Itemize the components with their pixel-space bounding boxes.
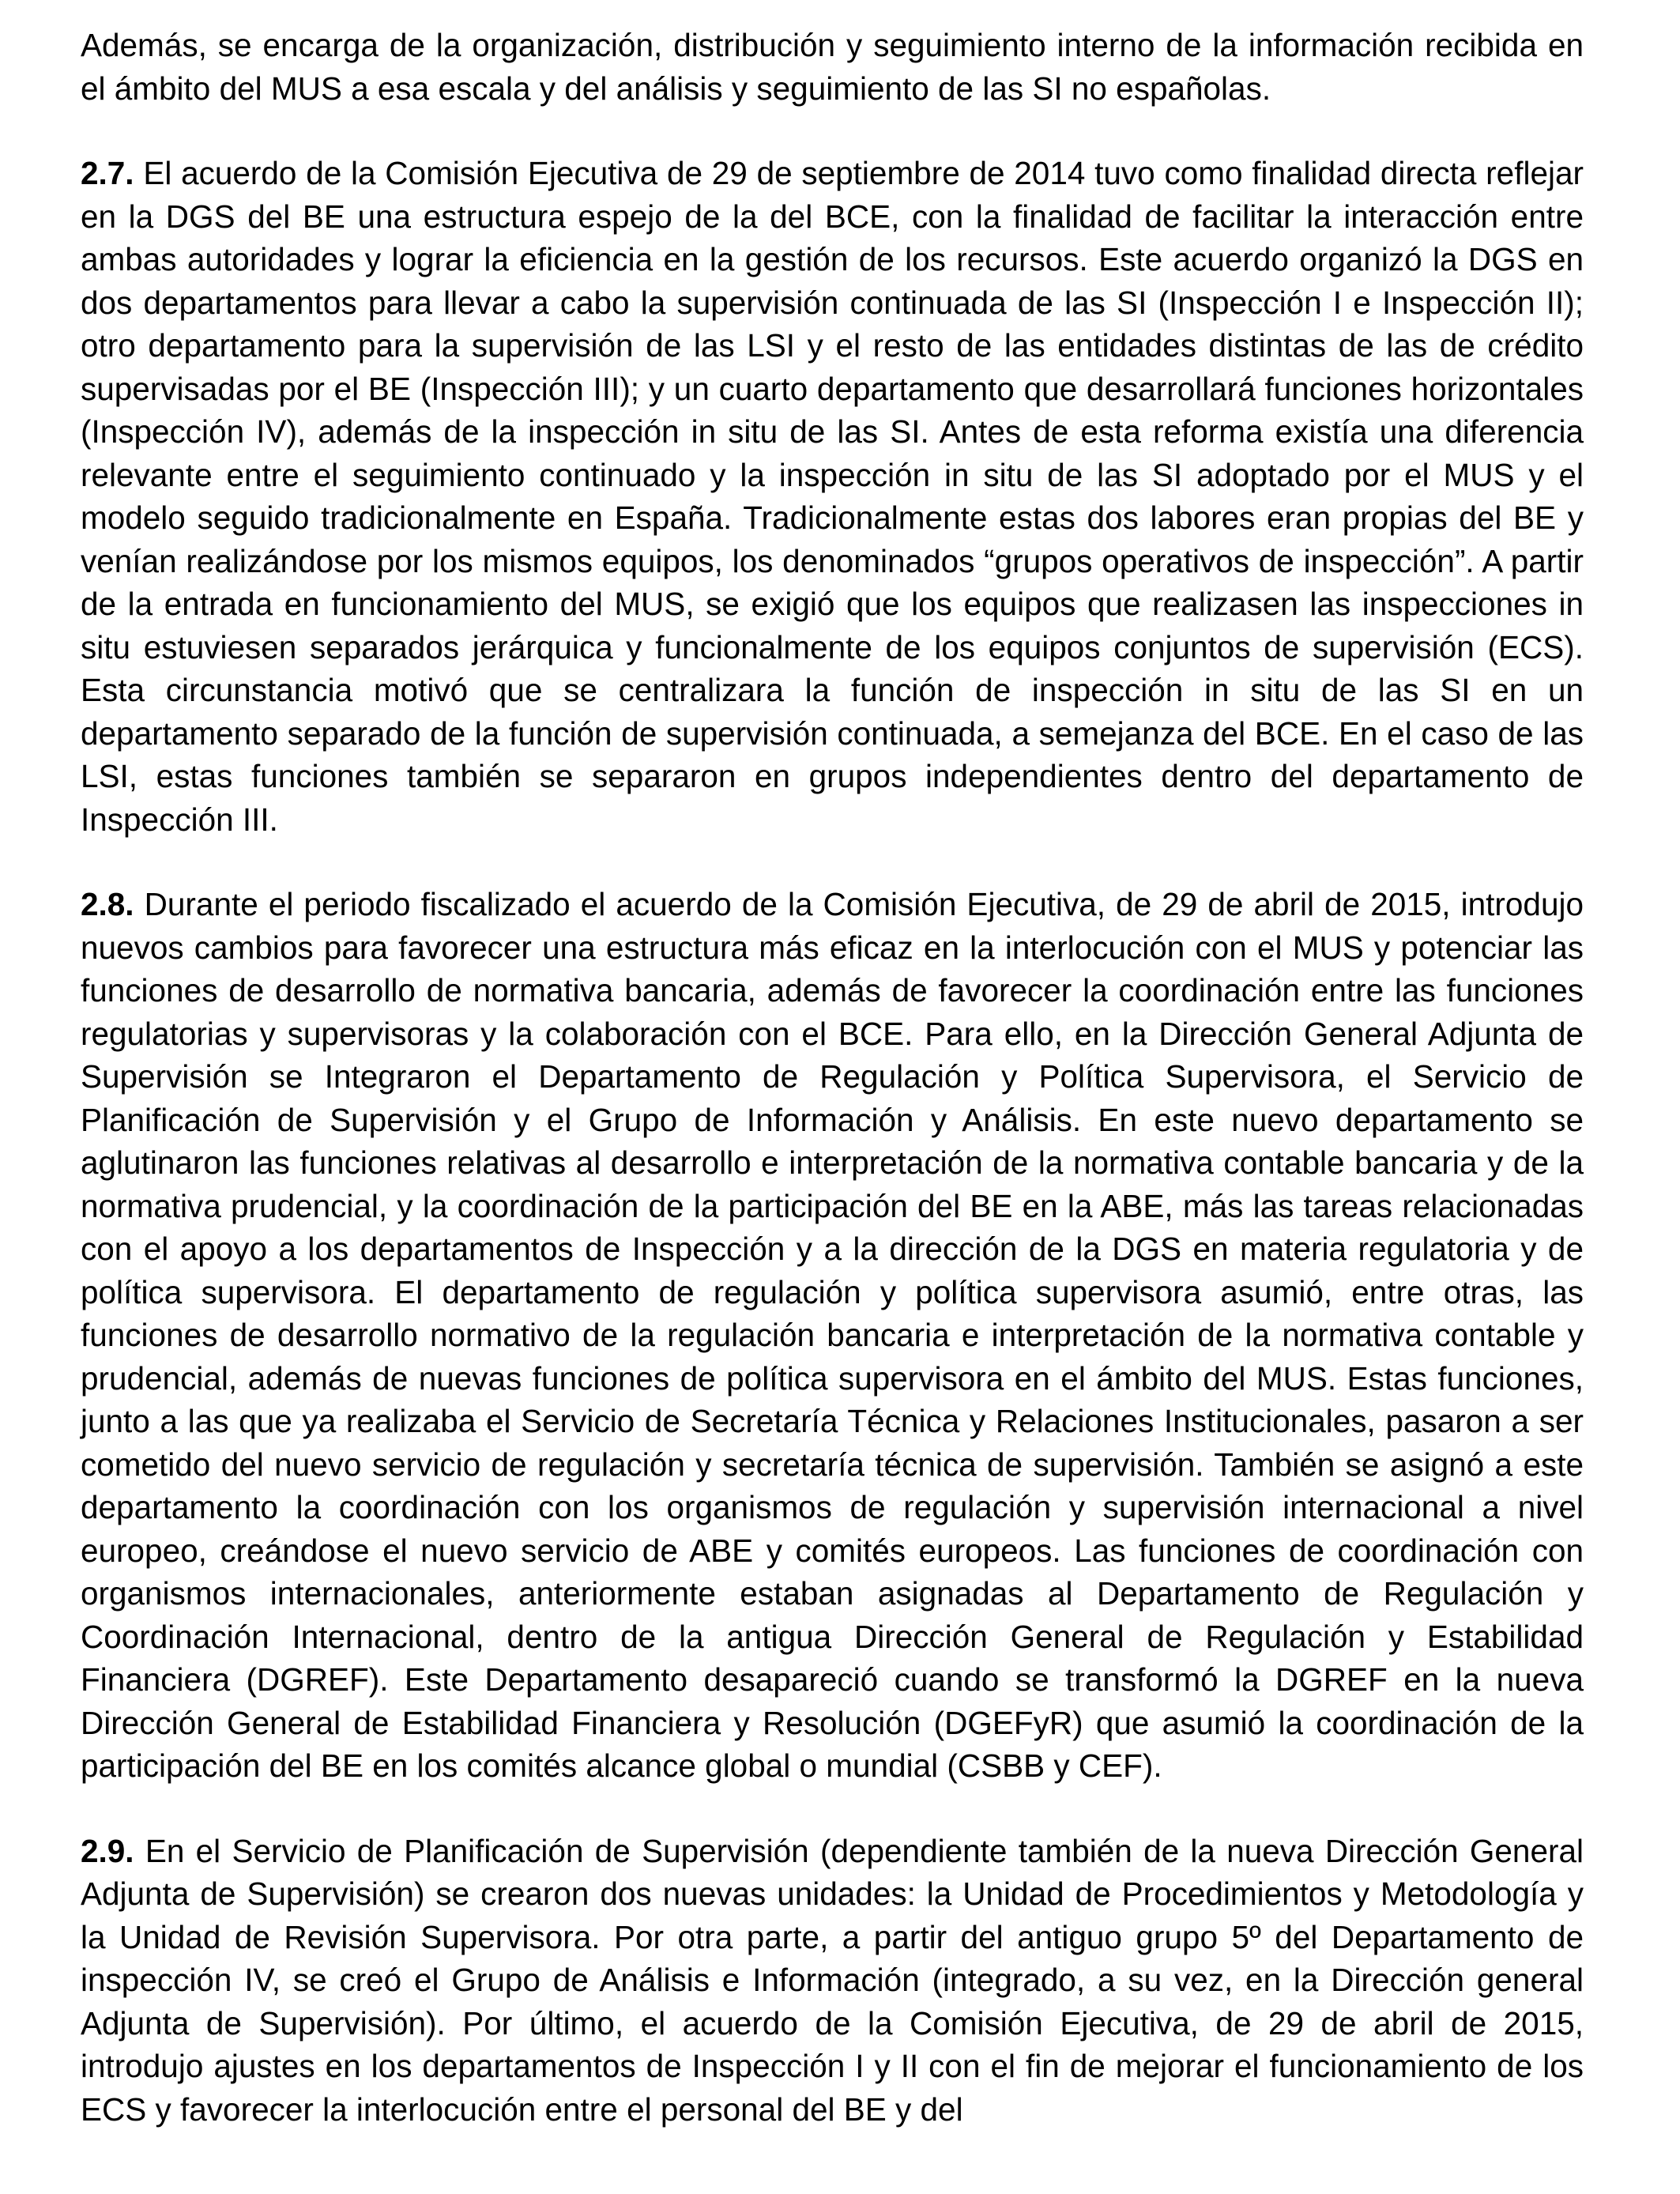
paragraph-2-7: [81, 152, 1584, 841]
document-page: [81, 24, 1584, 2131]
paragraph-intro: [81, 24, 1584, 110]
paragraph-2-7-number: 2.7.: [81, 155, 134, 191]
paragraph-2-9-number: 2.9.: [81, 1832, 134, 1869]
paragraph-2-8: [81, 883, 1584, 1788]
paragraph-2-9: [81, 1830, 1584, 2132]
paragraph-intro-text: Además, se encarga de la organización, distribución y seguimiento interno de la información recibida en el ámbito del MUS a esa escala y del análisis y seguimiento de las SI no españolas.: [81, 27, 1584, 107]
paragraph-2-9-text: En el Servicio de Planificación de Supervisión (dependiente también de la nueva Dirección General Adjunta de Supervisión) se crearon dos nuevas unidades: la Unidad de Procedimientos y Metodología y la Unidad de Revisión Supervisora. Por otra parte, a partir del antiguo grupo 5º del Departamento de inspección IV, se creó el Grupo de Análisis e Información (integrado, a su vez, en la Dirección general Adjunta de Supervisión). Por último, el acuerdo de la Comisión Ejecutiva, de 29 de abril de 2015, introdujo ajustes en los departamentos de Inspección I y II con el fin de mejorar el funcionamiento de los ECS y favorecer la interlocución entre el personal del BE y del: [81, 1832, 1584, 2128]
paragraph-2-7-text: El acuerdo de la Comisión Ejecutiva de 29 de septiembre de 2014 tuvo como finalidad directa reflejar en la DGS del BE una estructura espejo de la del BCE, con la finalidad de facilitar la interacción entre ambas autoridades y lograr la eficiencia en la gestión de los recursos. Este acuerdo organizó la DGS en dos departamentos para llevar a cabo la supervisión continuada de las SI (Inspección I e Inspección II); otro departamento para la supervisión de las LSI y el resto de las entidades distintas de las de crédito supervisadas por el BE (Inspección III); y un cuarto departamento que desarrollará funciones horizontales (Inspección IV), además de la inspección in situ de las SI. Antes de esta reforma existía una diferencia relevante entre el seguimiento continuado y la inspección in situ de las SI adoptado por el MUS y el modelo seguido tradicionalmente en España. Tradicionalmente estas dos labores eran propias del BE y venían realizándose por los mismos equipos, los denominados “grupos operativos de inspección”. A partir de la entrada en funcionamiento del MUS, se exigió que los equipos que realizasen las inspecciones in situ estuviesen separados jerárquica y funcionalmente de los equipos conjuntos de supervisión (ECS). Esta circunstancia motivó que se centralizara la función de inspección in situ de las SI en un departamento separado de la función de supervisión continuada, a semejanza del BCE. En el caso de las LSI, estas funciones también se separaron en grupos independientes dentro del departamento de Inspección III.: [81, 155, 1584, 838]
paragraph-2-8-number: 2.8.: [81, 886, 134, 922]
paragraph-2-8-text: Durante el periodo fiscalizado el acuerdo de la Comisión Ejecutiva, de 29 de abril de 2015, introdujo nuevos cambios para favorecer una estructura más eficaz en la interlocución con el MUS y potenciar las funciones de desarrollo de normativa bancaria, además de favorecer la coordinación entre las funciones regulatorias y supervisoras y la colaboración con el BCE. Para ello, en la Dirección General Adjunta de Supervisión se Integraron el Departamento de Regulación y Política Supervisora, el Servicio de Planificación de Supervisión y el Grupo de Información y Análisis. En este nuevo departamento se aglutinaron las funciones relativas al desarrollo e interpretación de la normativa contable bancaria y de la normativa prudencial, y la coordinación de la participación del BE en la ABE, más las tareas relacionadas con el apoyo a los departamentos de Inspección y a la dirección de la DGS en materia regulatoria y de política supervisora. El departamento de regulación y política supervisora asumió, entre otras, las funciones de desarrollo normativo de la regulación bancaria e interpretación de la normativa contable y prudencial, además de nuevas funciones de política supervisora en el ámbito del MUS. Estas funciones, junto a las que ya realizaba el Servicio de Secretaría Técnica y Relaciones Institucionales, pasaron a ser cometido del nuevo servicio de regulación y secretaría técnica de supervisión. También se asignó a este departamento la coordinación con los organismos de regulación y supervisión internacional a nivel europeo, creándose el nuevo servicio de ABE y comités europeos. Las funciones de coordinación con organismos internacionales, anteriormente estaban asignadas al Departamento de Regulación y Coordinación Internacional, dentro de la antigua Dirección General de Regulación y Estabilidad Financiera (DGREF). Este Departamento desapareció cuando se transformó la DGREF en la nueva Dirección General de Estabilidad Financiera y Resolución (DGEFyR) que asumió la coordinación de la participación del BE en los comités alcance global o mundial (CSBB y CEF).: [81, 886, 1584, 1784]
